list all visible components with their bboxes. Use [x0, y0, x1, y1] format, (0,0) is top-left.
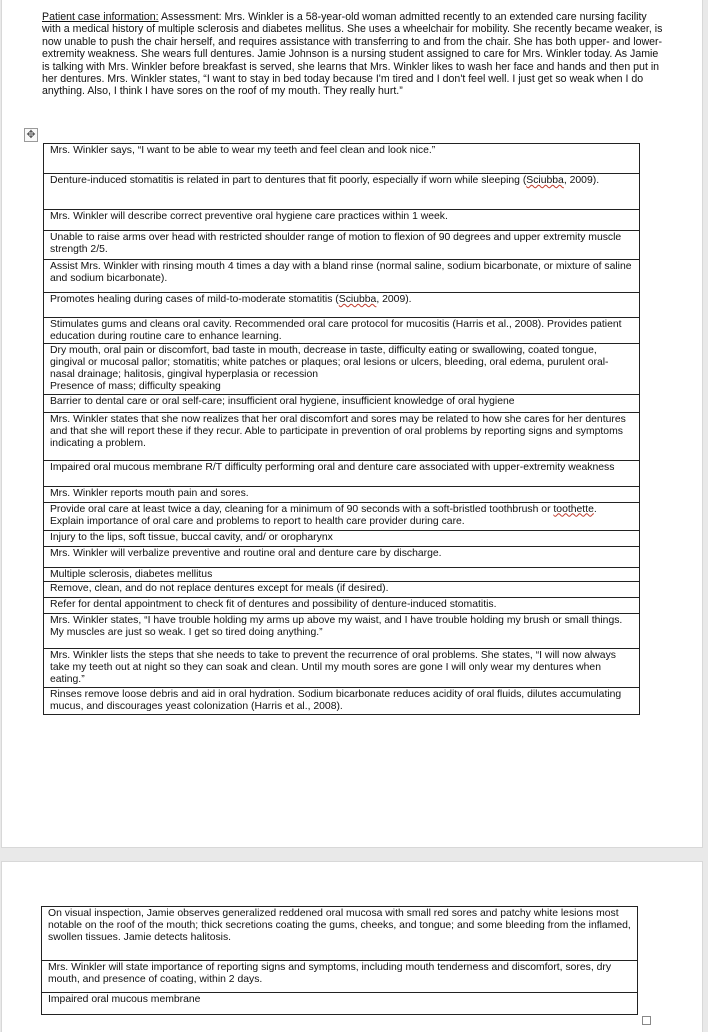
table-row	[42, 961, 638, 993]
table-cell[interactable]: Barrier to dental care or oral self-care; insufficient oral hygiene, insufficient knowledge of oral hygiene	[44, 394, 640, 412]
table-cell[interactable]: Mrs. Winkler will describe correct preventive oral hygiene care practices within 1 week.	[44, 210, 640, 231]
table-cell[interactable]: Assist Mrs. Winkler with rinsing mouth 4 times a day with a bland rinse (normal saline, sodium bicarbonate, or mixture of saline and sodium bicarbonate).	[44, 260, 640, 293]
table-row	[44, 486, 640, 502]
table-row	[44, 210, 640, 231]
care-plan-table-page-2	[41, 906, 638, 1015]
table-row	[44, 344, 640, 394]
table-cell[interactable]: Mrs. Winkler says, “I want to be able to wear my teeth and feel clean and look nice.”	[44, 144, 640, 174]
case-information-paragraph	[42, 11, 664, 98]
table-cell[interactable]: Provide oral care at least twice a day, cleaning for a minimum of 90 seconds with a soft-bristled toothbrush or toothette. Explain importance of oral care and problems to report to health care provider during care.	[44, 502, 640, 530]
table-row	[44, 318, 640, 344]
table-cell[interactable]: Rinses remove loose debris and aid in oral hydration. Sodium bicarbonate reduces acidity of oral fluids, dilutes accumulating mucus, and discourages yeast colonization (Harris et al., 2008).	[44, 687, 640, 714]
table-cell[interactable]: Promotes healing during cases of mild-to-moderate stomatitis (Sciubba, 2009).	[44, 293, 640, 318]
table-row	[44, 687, 640, 714]
table-row	[44, 597, 640, 613]
table-cell[interactable]: Stimulates gums and cleans oral cavity. Recommended oral care protocol for mucositis (Harris et al., 2008). Provides patient education during routine care to enhance learning.	[44, 318, 640, 344]
move-handle-icon[interactable]: ✥	[24, 128, 38, 142]
table-row	[44, 174, 640, 210]
table-cell[interactable]: Refer for dental appointment to check fit of dentures and possibility of denture-induced stomatitis.	[44, 597, 640, 613]
table-row	[44, 648, 640, 687]
table-row	[44, 394, 640, 412]
case-heading: Patient case information:	[42, 11, 159, 23]
table-row	[44, 613, 640, 648]
table-row	[44, 530, 640, 546]
table-cell[interactable]: Mrs. Winkler states that she now realizes that her oral discomfort and sores may be related to how she cares for her dentures and that she will report these if they recur. Able to participate in prevention of oral problems by reporting signs and symptoms indicating a problem.	[44, 412, 640, 460]
case-body: Assessment: Mrs. Winkler is a 58-year-old woman admitted recently to an extended care nursing facility with a medical history of multiple sclerosis and diabetes mellitus. She uses a wheelchair for mobility. She recently became weaker, is now unable to push the chair herself, and requires assistance with transferring to and from the chair. She has both upper- and lower-extremity weakness. She wears full dentures. Jamie Johnson is a nursing student assigned to care for Mrs. Winkler today. As Jamie is talking with Mrs. Winkler before breakfast is served, she learns that Mrs. Winkler likes to wash her face and hands and then put in her dentures. Mrs. Winkler states, “I want to stay in bed today because I'm tired and I don't feel well. I just get so weak when I do anything. Also, I think I have sores on the roof of my mouth. They really hurt.”	[42, 11, 663, 98]
table-cell[interactable]: Dry mouth, oral pain or discomfort, bad taste in mouth, decrease in taste, difficulty eating or swallowing, coated tongue, gingival or mucosal pallor; stomatitis; white patches or plaques; oral lesions or ulcers, bleeding, oral edema, purulent oral- nasal drainage; halitosis, gingival hyperplasia or recession Presence of mass; difficulty speaking	[44, 344, 640, 394]
table-row	[44, 567, 640, 581]
table-row	[44, 231, 640, 260]
table-cell[interactable]: On visual inspection, Jamie observes generalized reddened oral mucosa with small red sores and patchy white lesions most notable on the roof of the mouth; thick secretions coating the gums, cheeks, and tongue; and some bleeding from the inflamed, swollen tissues. Jamie detects halitosis.	[42, 907, 638, 961]
spellcheck-word: Sciubba	[526, 175, 564, 186]
spellcheck-word: toothette	[553, 503, 594, 515]
table-row	[42, 993, 638, 1015]
table-cell[interactable]: Remove, clean, and do not replace dentures except for meals (if desired).	[44, 581, 640, 597]
table-row	[44, 260, 640, 293]
table-cell[interactable]: Impaired oral mucous membrane R/T difficulty performing oral and denture care associated with upper-extremity weakness	[44, 460, 640, 486]
table-row	[44, 412, 640, 460]
table-row	[44, 502, 640, 530]
table-cell[interactable]: Unable to raise arms over head with restricted shoulder range of motion to flexion of 90 degrees and upper extremity muscle strength 2/5.	[44, 231, 640, 260]
table-cell[interactable]: Mrs. Winkler will state importance of reporting signs and symptoms, including mouth tenderness and discomfort, sores, dry mouth, and presence of coating, within 2 days.	[42, 961, 638, 993]
spellcheck-word: Sciubba	[338, 294, 377, 305]
table-cell[interactable]: Multiple sclerosis, diabetes mellitus	[44, 567, 640, 581]
table-cell[interactable]: Impaired oral mucous membrane	[42, 993, 638, 1015]
table-row	[44, 460, 640, 486]
table-row	[44, 581, 640, 597]
table-cell[interactable]: Mrs. Winkler states, “I have trouble holding my arms up above my waist, and I have trouble holding my brush or small things. My muscles are just so weak. I get so tired doing anything.”	[44, 613, 640, 648]
table-cell[interactable]: Mrs. Winkler reports mouth pain and sores.	[44, 486, 640, 502]
table-row	[44, 144, 640, 174]
table-row	[44, 546, 640, 567]
table-cell[interactable]: Injury to the lips, soft tissue, buccal cavity, and/ or oropharynx	[44, 530, 640, 546]
table-cell[interactable]: Mrs. Winkler lists the steps that she needs to take to prevent the recurrence of oral problems. She states, “I will now always take my teeth out at night so they can soak and clean. Until my mouth sores are gone I will only wear my dentures when eating.”	[44, 648, 640, 687]
document-page-1	[2, 0, 702, 847]
table-cell[interactable]: Denture-induced stomatitis is related in part to dentures that fit poorly, especially if worn while sleeping (Sciubba, 2009).	[44, 174, 640, 210]
table-row	[42, 907, 638, 961]
table-cell[interactable]: Mrs. Winkler will verbalize preventive and routine oral and denture care by discharge.	[44, 546, 640, 567]
care-plan-table-page-1	[43, 143, 640, 715]
table-row	[44, 293, 640, 318]
